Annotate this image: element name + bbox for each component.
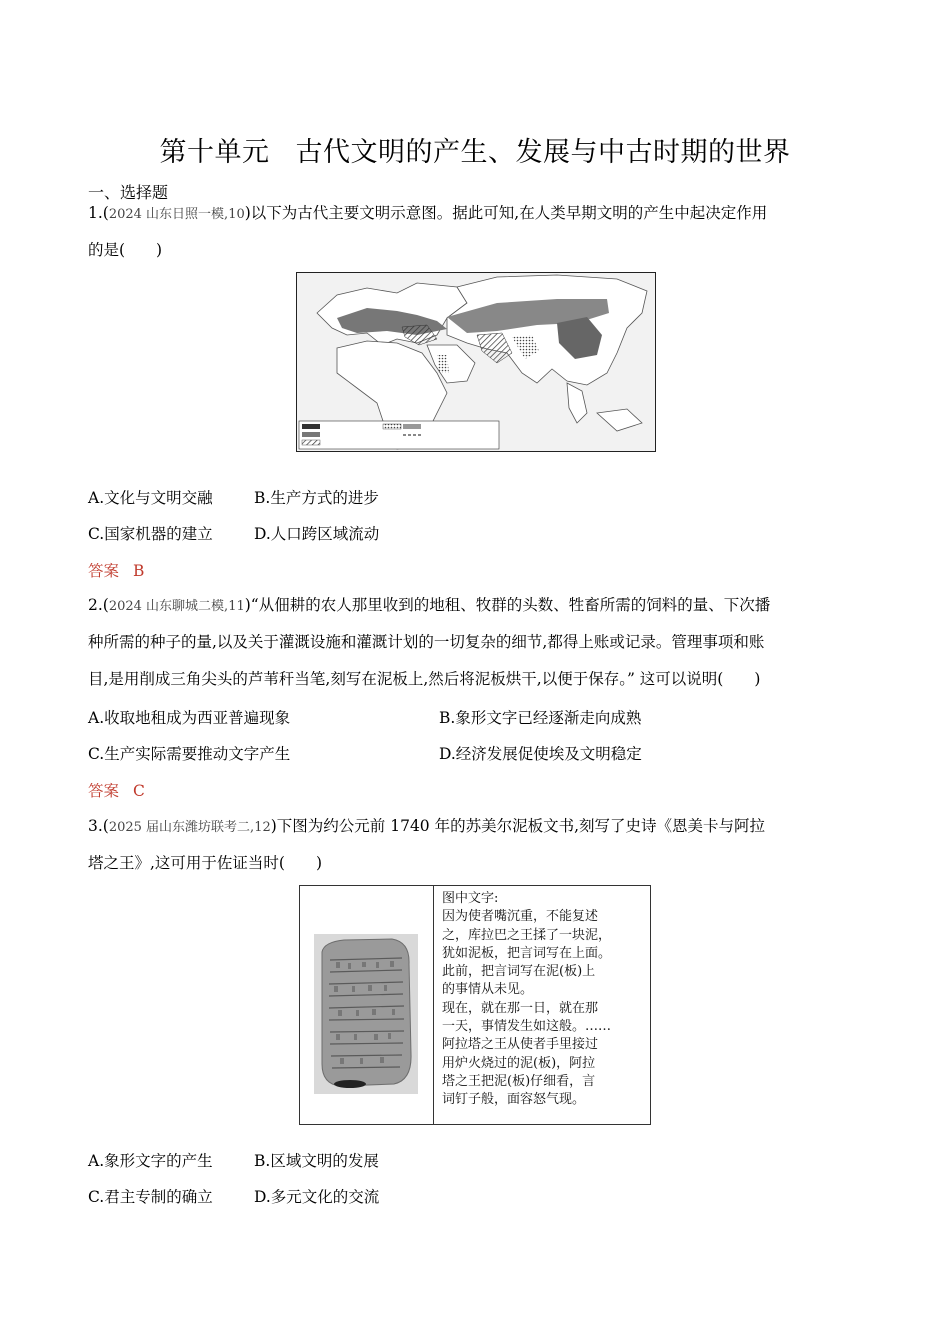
q1-source: 2024 山东日照一模,10 — [108, 207, 245, 222]
title-unit: 第十单元 — [159, 137, 270, 168]
q1-answer: 答案 B — [88, 562, 145, 580]
q1-option-c[interactable]: C.国家机器的建立 — [88, 525, 213, 543]
q2-stem-line2: 种所需的种子的量,以及关于灌溉设施和灌溉计划的一切复杂的细节,都得上账或记录。管理事项和账 — [88, 633, 765, 651]
clay-tablet-photo — [314, 934, 418, 1094]
q3-source: 2025 届山东潍坊联考二,12 — [108, 820, 271, 835]
q2-option-c[interactable]: C.生产实际需要推动文字产生 — [88, 745, 291, 763]
figure-text: 图中文字: 因为使者嘴沉重，不能复述 之，库拉巴之王揉了一块泥， 犹如泥板，把言词写在上面。 此前，把言词写在泥(板)上 的事情从未见。 现在，就在那一日，就在那 一天，事情发生如这般。…… 阿拉塔之王从使者手里接过 用炉火烧过的泥(板)，阿拉 塔之王把泥(板)仔细看，言 词钉子般，面容怒气现。 — [442, 891, 612, 1108]
q3-stem-line2: 塔之王》,这可用于佐证当时( ) — [88, 854, 323, 872]
q2-source: 2024 山东聊城二模,11 — [108, 599, 245, 614]
title-text: 古代文明的产生、发展与中古时期的世界 — [295, 137, 791, 168]
q2-stem-line3: 目,是用削成三角尖头的芦苇秆当笔,刻写在泥板上,然后将泥板烘干,以便于保存。” 这可以说明( ) — [88, 670, 761, 688]
q1-stem-line1: 1.(2024 山东日照一模,10)以下为古代主要文明示意图。据此可知,在人类早期文明的产生中起决定作用 — [88, 204, 768, 222]
q2-option-d[interactable]: D.经济发展促使埃及文明稳定 — [439, 745, 642, 763]
q2-option-b[interactable]: B.象形文字已经逐渐走向成熟 — [439, 709, 642, 727]
page-title — [0, 130, 950, 169]
q1-option-b[interactable]: B.生产方式的进步 — [254, 489, 379, 507]
section-heading: 一、选择题 — [88, 183, 169, 202]
q2-option-a[interactable]: A.收取地租成为西亚普遍现象 — [88, 709, 291, 727]
q2-answer-value: C — [133, 782, 145, 800]
map-graphic — [297, 273, 655, 451]
q3-stem-line1: 3.(2025 届山东潍坊联考二,12)下图为约公元前 1740 年的苏美尔泥板文书,刻写了史诗《恩美卡与阿拉 — [88, 817, 766, 835]
q2-answer: 答案 C — [88, 782, 145, 800]
q3-option-d[interactable]: D.多元文化的交流 — [254, 1188, 380, 1206]
q3-option-a[interactable]: A.象形文字的产生 — [88, 1152, 213, 1170]
q3-option-b[interactable]: B.区域文明的发展 — [254, 1152, 379, 1170]
clay-tablet-figure — [299, 885, 651, 1125]
q1-stem-line2: 的是( ) — [88, 241, 163, 259]
q3-option-c[interactable]: C.君主专制的确立 — [88, 1188, 213, 1206]
q1-answer-value: B — [133, 562, 145, 580]
q2-stem-line1: 2.(2024 山东聊城二模,11)“从佃耕的农人那里收到的地租、牧群的头数、牲畜所需的饲料的量、下次播 — [88, 596, 771, 614]
q1-option-a[interactable]: A.文化与文明交融 — [88, 489, 213, 507]
q1-option-d[interactable]: D.人口跨区域流动 — [254, 525, 380, 543]
ancient-civilization-map — [296, 272, 656, 452]
